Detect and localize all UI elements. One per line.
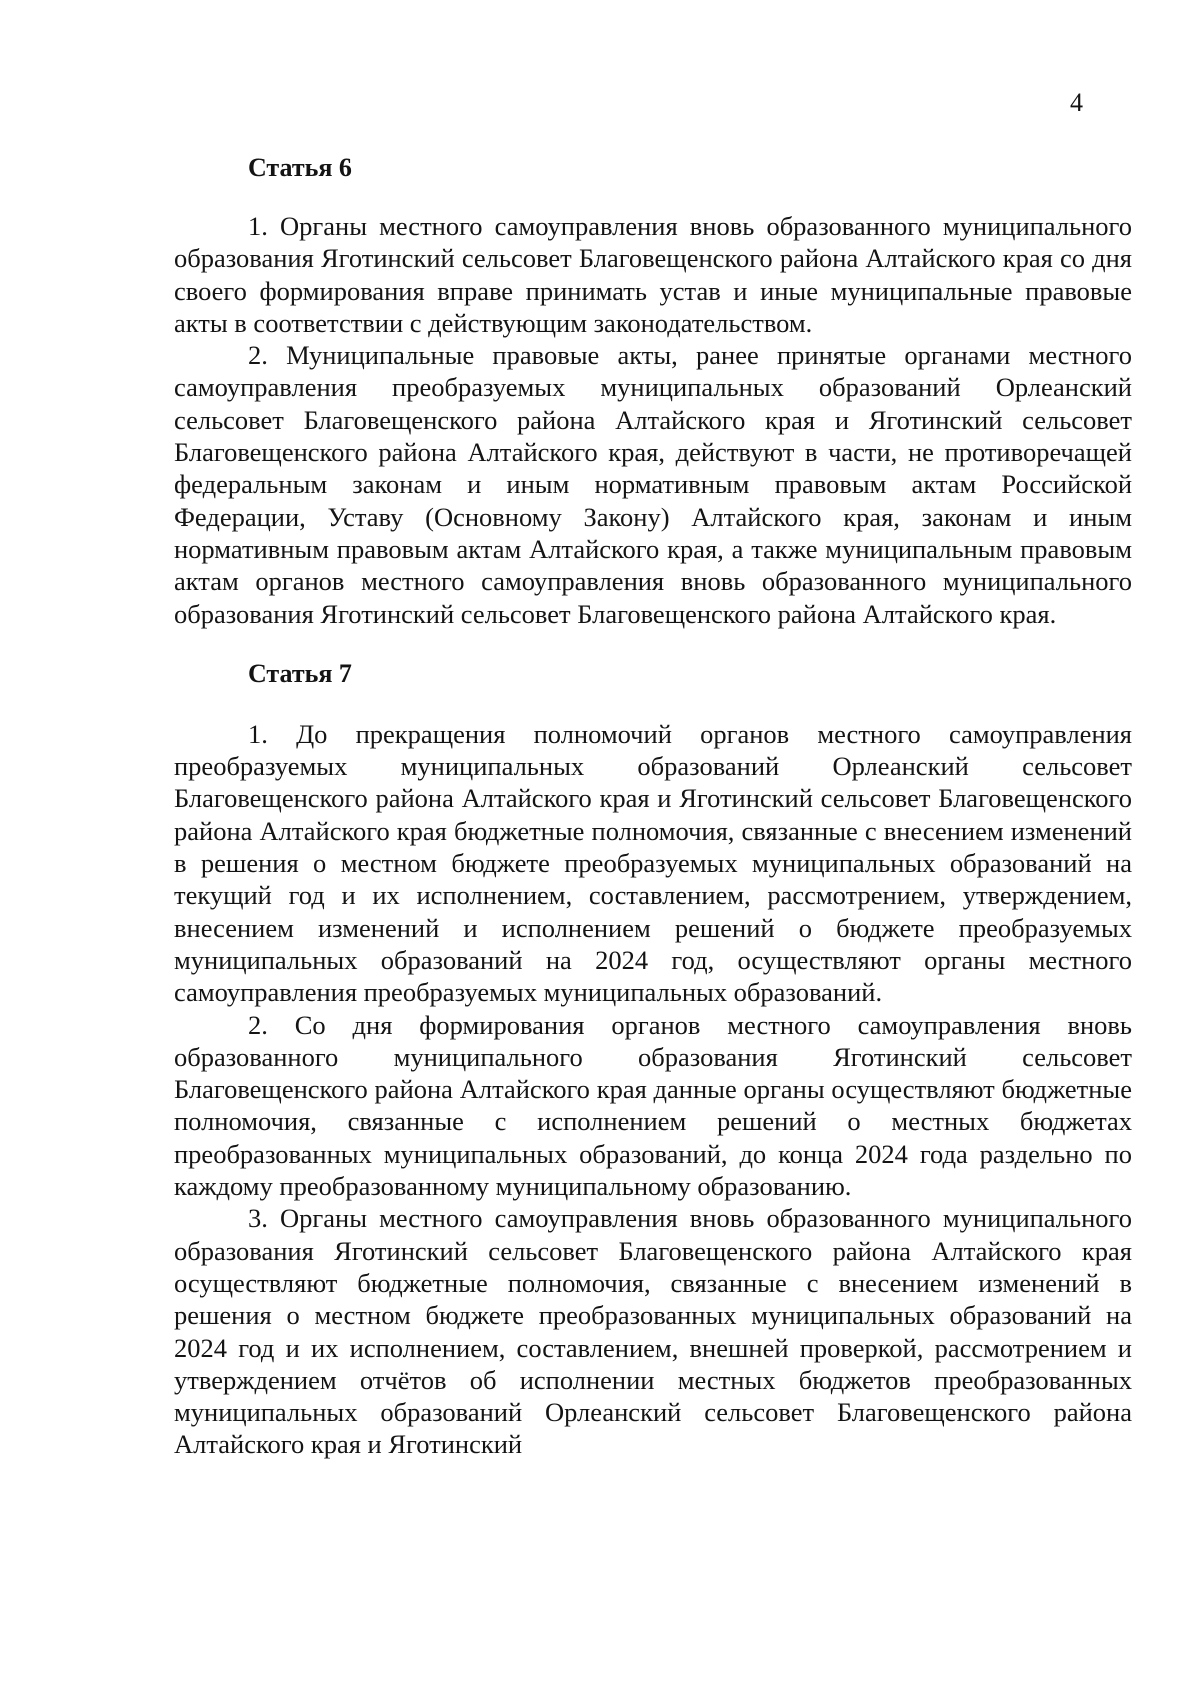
article-6-title: Статья 6 — [248, 153, 352, 182]
article-7-paragraph-3: 3. Органы местного самоуправления вновь образованного муниципального образования Яготинский сельсовет Благовещенского района Алтайского края осуществляют бюджетные полномочия, связанные с внесением изменений в решения о местном бюджете преобразованных муниципальных образований на 2024 год и их исполнением, составлением, внешней проверкой, рассмотрением и утверждением отчётов об исполнении местных бюджетов преобразованных муниципальных образований Орлеанский сельсовет Благовещенского района Алтайского края и Яготинский — [174, 1203, 1132, 1460]
article-7-title: Статья 7 — [248, 658, 352, 688]
document-body — [174, 152, 1132, 1461]
article-7-paragraph-2: 2. Со дня формирования органов местного самоуправления вновь образованного муниципального образования Яготинский сельсовет Благовещенского района Алтайского края данные органы осуществляют бюджетные полномочия, связанные с исполнением решений о местных бюджетах преобразованных муниципальных образований, до конца 2024 года раздельно по каждому преобразованному муниципальному образованию. — [174, 1009, 1132, 1202]
article-6-paragraph-1: 1. Органы местного самоуправления вновь образованного муниципального образования Яготинский сельсовет Благовещенского района Алтайского края со дня своего формирования вправе принимать устав и иные муниципальные правовые акты в соответствии с действующим законодательством. — [174, 211, 1132, 338]
article-6-paragraph-2: 2. Муниципальные правовые акты, ранее принятые органами местного самоуправления преобразуемых муниципальных образований Орлеанский сельсовет Благовещенского района Алтайского края и Яготинский сельсовет Благовещенского района Алтайского края, действуют в части, не противоречащей федеральным законам и иным нормативным правовым актам Российской Федерации, Уставу (Основному Закону) Алтайского края, законам и иным нормативным правовым актам Алтайского края, а также муниципальным правовым актам органов местного самоуправления вновь образованного муниципального образования Яготинский сельсовет Благовещенского района Алтайского края. — [174, 340, 1132, 629]
article-7-paragraph-1: 1. До прекращения полномочий органов местного самоуправления преобразуемых муниципальных образований Орлеанский сельсовет Благовещенского района Алтайского края и Яготинский сельсовет Благовещенского района Алтайского края бюджетные полномочия, связанные с внесением изменений в решения о местном бюджете преобразуемых муниципальных образований на текущий год и их исполнением, составлением, рассмотрением, утверждением, внесением изменений и исполнением решений о бюджете преобразуемых муниципальных образований на 2024 год, осуществляют органы местного самоуправления преобразуемых муниципальных образований. — [174, 718, 1132, 1008]
page-number: 4 — [1070, 88, 1083, 117]
